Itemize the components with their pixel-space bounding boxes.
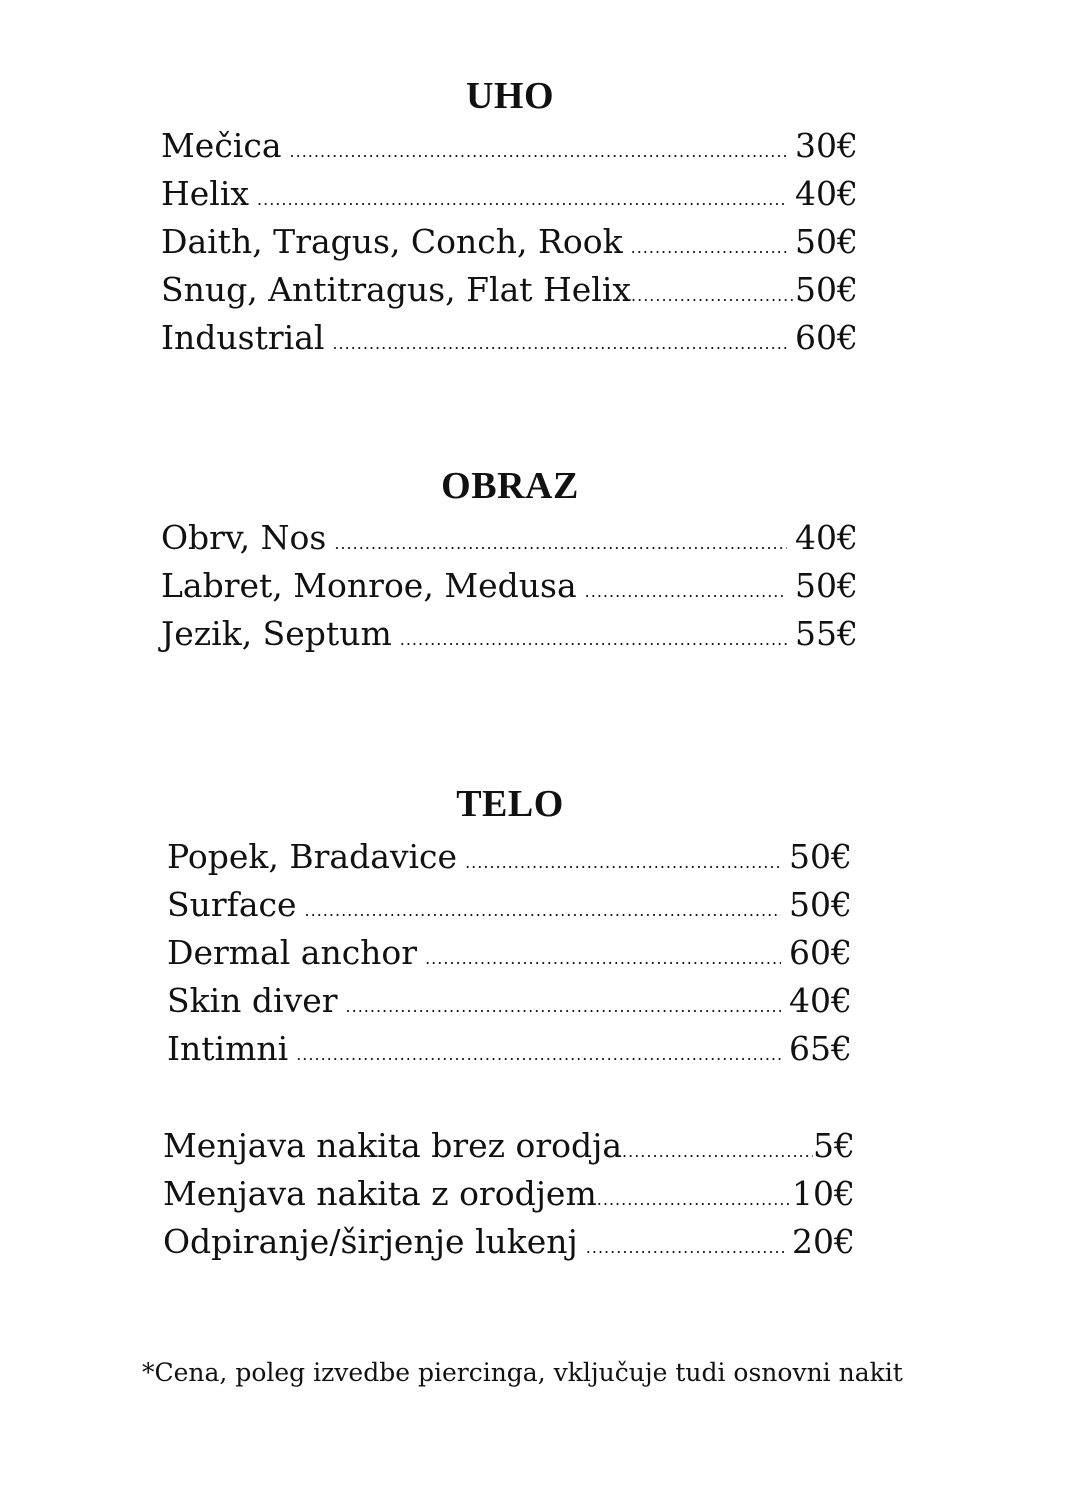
item-name: Dermal anchor (167, 933, 418, 972)
section-title-telo: TELO (456, 783, 564, 825)
item-price: 60€ (789, 933, 852, 972)
service-price: 10€ (792, 1174, 855, 1213)
dot-leader (296, 1033, 781, 1077)
dot-leader (465, 841, 781, 885)
item-price: 30€ (795, 126, 858, 165)
dot-leader (622, 1130, 813, 1174)
price-row (167, 931, 852, 975)
price-row (167, 1027, 852, 1071)
service-price: 20€ (792, 1222, 855, 1261)
dot-leader (631, 226, 787, 270)
item-price: 50€ (795, 566, 858, 605)
price-row (167, 979, 852, 1023)
item-price: 40€ (795, 518, 858, 557)
item-name: Popek, Bradavice (167, 837, 458, 876)
price-row (161, 516, 858, 560)
footnote: *Cena, poleg izvedbe piercinga, vključuje tudi osnovni nakit (142, 1358, 903, 1387)
price-row (167, 883, 852, 927)
service-name: Menjava nakita brez orodja (163, 1126, 623, 1165)
item-name: Daith, Tragus, Conch, Rook (161, 222, 623, 261)
service-name: Odpiranje/širjenje lukenj (163, 1222, 578, 1261)
price-row (167, 835, 852, 879)
item-price: 55€ (795, 614, 858, 653)
item-price: 40€ (789, 981, 852, 1020)
section-title-uho: UHO (465, 75, 555, 117)
dot-leader (305, 889, 781, 933)
dot-leader (425, 937, 781, 981)
item-price: 40€ (795, 174, 858, 213)
item-price: 50€ (795, 222, 858, 261)
item-name: Obrv, Nos (161, 518, 327, 557)
dot-leader (585, 570, 787, 614)
item-name: Helix (161, 174, 250, 213)
dot-leader (332, 322, 787, 366)
dot-leader (597, 1178, 792, 1222)
price-row (161, 124, 858, 168)
item-name: Surface (167, 885, 297, 924)
item-name: Skin diver (167, 981, 338, 1020)
dot-leader (586, 1226, 784, 1270)
service-row (163, 1124, 855, 1168)
item-name: Industrial (161, 318, 325, 357)
service-row (163, 1172, 855, 1216)
item-price: 50€ (795, 270, 858, 309)
service-name: Menjava nakita z orodjem (163, 1174, 597, 1213)
service-price: 5€ (813, 1126, 855, 1165)
price-row (161, 316, 858, 360)
dot-leader (631, 274, 795, 318)
dot-leader (334, 522, 787, 566)
dot-leader (290, 130, 787, 174)
item-price: 50€ (789, 885, 852, 924)
item-name: Intimni (167, 1029, 289, 1068)
item-name: Snug, Antitragus, Flat Helix (161, 270, 632, 309)
price-row (161, 268, 858, 312)
item-price: 65€ (789, 1029, 852, 1068)
price-row (161, 172, 858, 216)
dot-leader (257, 178, 787, 222)
item-price: 60€ (795, 318, 858, 357)
service-row (163, 1220, 855, 1264)
price-row (161, 220, 858, 264)
dot-leader (400, 618, 787, 662)
price-row (161, 612, 858, 656)
item-price: 50€ (789, 837, 852, 876)
item-name: Labret, Monroe, Medusa (161, 566, 577, 605)
section-title-obraz: OBRAZ (441, 465, 579, 507)
item-name: Jezik, Septum (161, 614, 392, 653)
dot-leader (346, 985, 781, 1029)
price-row (161, 564, 858, 608)
item-name: Mečica (161, 126, 282, 165)
